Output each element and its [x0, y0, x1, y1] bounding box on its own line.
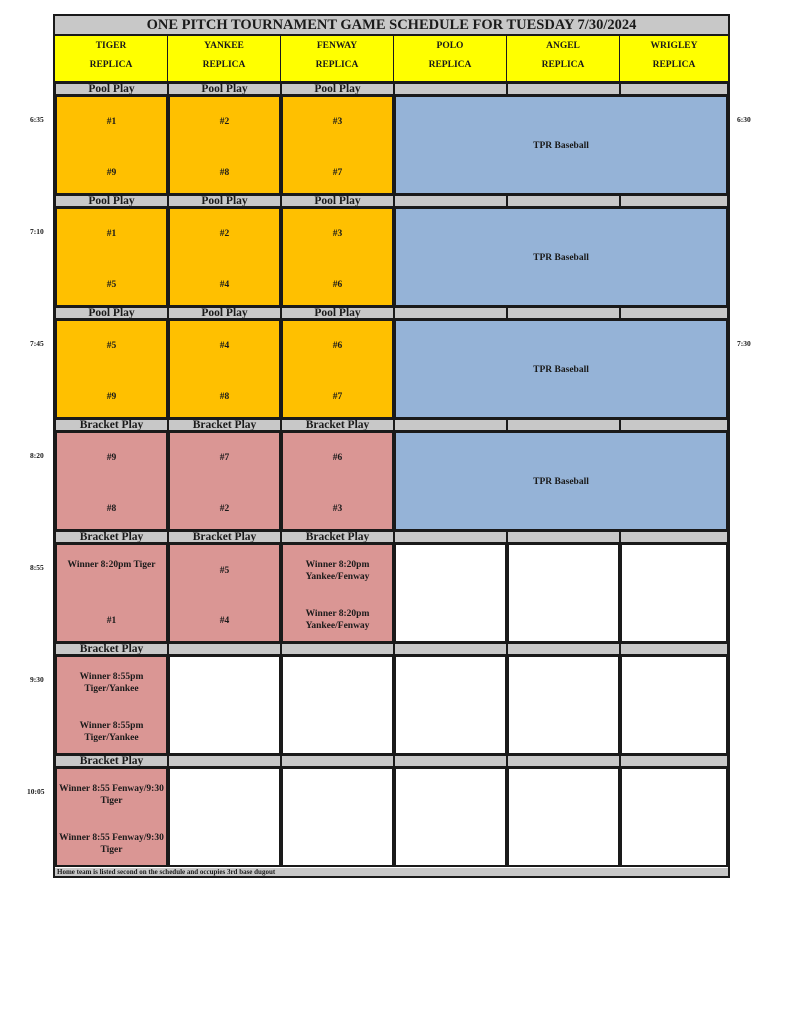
rental-label: TPR Baseball — [533, 477, 589, 487]
play-label: Bracket Play — [281, 531, 394, 543]
band-blank — [620, 531, 728, 543]
band-blank — [394, 195, 507, 207]
band-blank — [168, 755, 281, 767]
play-label: Bracket Play — [55, 755, 168, 767]
game-cell — [55, 207, 168, 307]
play-label: Bracket Play — [55, 643, 168, 655]
away-team: #3 — [332, 117, 343, 127]
empty-cell — [507, 655, 620, 755]
empty-cell — [281, 655, 394, 755]
empty-cell — [620, 655, 728, 755]
field-name: YANKEE — [204, 41, 244, 51]
band-blank — [507, 643, 620, 655]
home-team: #1 — [106, 616, 117, 626]
band-blank — [620, 195, 728, 207]
rental-cell — [394, 319, 728, 419]
game-cell — [281, 431, 394, 531]
rental-cell — [394, 95, 728, 195]
band-blank — [394, 755, 507, 767]
play-label: Bracket Play — [168, 531, 281, 543]
band-blank — [507, 419, 620, 431]
home-team: #4 — [219, 616, 230, 626]
home-team: #8 — [219, 168, 230, 178]
rental-cell — [394, 431, 728, 531]
band-blank — [620, 643, 728, 655]
play-label: Bracket Play — [281, 419, 394, 431]
home-team: #7 — [332, 168, 343, 178]
band-blank — [620, 83, 728, 95]
away-team: #3 — [332, 229, 343, 239]
rental-label: TPR Baseball — [533, 141, 589, 151]
schedule-sheet — [53, 14, 730, 878]
play-label: Pool Play — [281, 195, 394, 207]
home-team: Winner 8:55pm Tiger/Yankee — [79, 721, 144, 743]
band-blank — [620, 419, 728, 431]
band-blank — [507, 195, 620, 207]
game-cell — [281, 95, 394, 195]
home-team: #2 — [219, 504, 230, 514]
away-team: #5 — [219, 566, 230, 576]
field-sub: REPLICA — [89, 60, 133, 70]
home-team: #3 — [332, 504, 343, 514]
empty-cell — [620, 767, 728, 867]
time-label: 8:20 — [30, 451, 44, 460]
field-name: WRIGLEY — [650, 41, 698, 51]
rental-cell — [394, 207, 728, 307]
home-team: #9 — [106, 168, 117, 178]
play-label: Pool Play — [168, 307, 281, 319]
empty-cell — [281, 767, 394, 867]
time-label: 6:35 — [30, 115, 44, 124]
time-label: 9:30 — [30, 675, 44, 684]
empty-cell — [620, 543, 728, 643]
footer-note: Home team is listed second on the schedule and occupies 3rd base dugout — [55, 868, 728, 876]
empty-cell — [394, 543, 507, 643]
band-blank — [281, 755, 394, 767]
game-cell — [168, 543, 281, 643]
field-sub: REPLICA — [428, 60, 472, 70]
game-cell — [55, 767, 168, 867]
home-team: #5 — [106, 280, 117, 290]
home-team: Winner 8:55 Fenway/9:30 Tiger — [59, 833, 164, 855]
band-blank — [394, 531, 507, 543]
band-blank — [507, 531, 620, 543]
play-label: Pool Play — [168, 195, 281, 207]
home-team: Winner 8:20pm Yankee/Fenway — [305, 609, 370, 631]
away-team: Winner 8:20pm Yankee/Fenway — [305, 560, 370, 582]
field-name: POLO — [436, 41, 464, 51]
game-cell — [281, 543, 394, 643]
play-label: Pool Play — [55, 83, 168, 95]
game-cell — [168, 319, 281, 419]
schedule-title: ONE PITCH TOURNAMENT GAME SCHEDULE FOR TUESDAY 7/30/2024 — [55, 16, 728, 36]
empty-cell — [168, 655, 281, 755]
game-cell — [281, 207, 394, 307]
away-team: #4 — [219, 341, 230, 351]
game-cell — [168, 431, 281, 531]
play-label: Pool Play — [281, 307, 394, 319]
field-header-yankee — [168, 36, 281, 83]
band-blank — [620, 755, 728, 767]
away-team: #6 — [332, 341, 343, 351]
field-name: FENWAY — [316, 41, 358, 51]
empty-cell — [507, 543, 620, 643]
away-team: Winner 8:55 Fenway/9:30 Tiger — [59, 784, 164, 806]
game-cell — [55, 543, 168, 643]
rental-label: TPR Baseball — [533, 365, 589, 375]
play-label: Pool Play — [55, 195, 168, 207]
band-blank — [281, 643, 394, 655]
field-name: ANGEL — [546, 41, 580, 51]
away-team: #2 — [219, 117, 230, 127]
empty-cell — [394, 655, 507, 755]
away-team: #2 — [219, 229, 230, 239]
away-team: #1 — [106, 229, 117, 239]
game-cell — [55, 655, 168, 755]
away-team: Winner 8:55pm Tiger/Yankee — [79, 672, 144, 694]
field-sub: REPLICA — [202, 60, 246, 70]
band-blank — [507, 307, 620, 319]
field-header-tiger — [55, 36, 168, 83]
home-team: #8 — [219, 392, 230, 402]
home-team: #6 — [332, 280, 343, 290]
field-header-angel — [507, 36, 620, 83]
band-blank — [507, 83, 620, 95]
field-header-wrigley — [620, 36, 728, 83]
away-team: Winner 8:20pm Tiger — [67, 560, 156, 570]
home-team: #7 — [332, 392, 343, 402]
time-label: 7:10 — [30, 227, 44, 236]
empty-cell — [394, 767, 507, 867]
field-name: TIGER — [95, 41, 127, 51]
home-team: #4 — [219, 280, 230, 290]
play-label: Bracket Play — [55, 531, 168, 543]
home-team: #8 — [106, 504, 117, 514]
away-team: #5 — [106, 341, 117, 351]
empty-cell — [168, 767, 281, 867]
away-team: #9 — [106, 453, 117, 463]
band-blank — [168, 643, 281, 655]
game-cell — [55, 431, 168, 531]
rental-label: TPR Baseball — [533, 253, 589, 263]
home-team: #9 — [106, 392, 117, 402]
play-label: Pool Play — [168, 83, 281, 95]
time-label: 8:55 — [30, 563, 44, 572]
field-sub: REPLICA — [315, 60, 359, 70]
away-team: #7 — [219, 453, 230, 463]
band-blank — [394, 83, 507, 95]
band-blank — [507, 755, 620, 767]
band-blank — [394, 643, 507, 655]
empty-cell — [507, 767, 620, 867]
field-header-fenway — [281, 36, 394, 83]
play-label: Pool Play — [281, 83, 394, 95]
game-cell — [55, 95, 168, 195]
band-blank — [620, 307, 728, 319]
field-sub: REPLICA — [541, 60, 585, 70]
time-label: 10:05 — [27, 787, 45, 796]
play-label: Pool Play — [55, 307, 168, 319]
game-cell — [55, 319, 168, 419]
field-header-polo — [394, 36, 507, 83]
right-time-label: 7:30 — [737, 339, 751, 348]
band-blank — [394, 419, 507, 431]
game-cell — [168, 207, 281, 307]
game-cell — [168, 95, 281, 195]
time-label: 7:45 — [30, 339, 44, 348]
away-team: #1 — [106, 117, 117, 127]
field-sub: REPLICA — [652, 60, 696, 70]
play-label: Bracket Play — [55, 419, 168, 431]
game-cell — [281, 319, 394, 419]
band-blank — [394, 307, 507, 319]
away-team: #6 — [332, 453, 343, 463]
right-time-label: 6:30 — [737, 115, 751, 124]
play-label: Bracket Play — [168, 419, 281, 431]
